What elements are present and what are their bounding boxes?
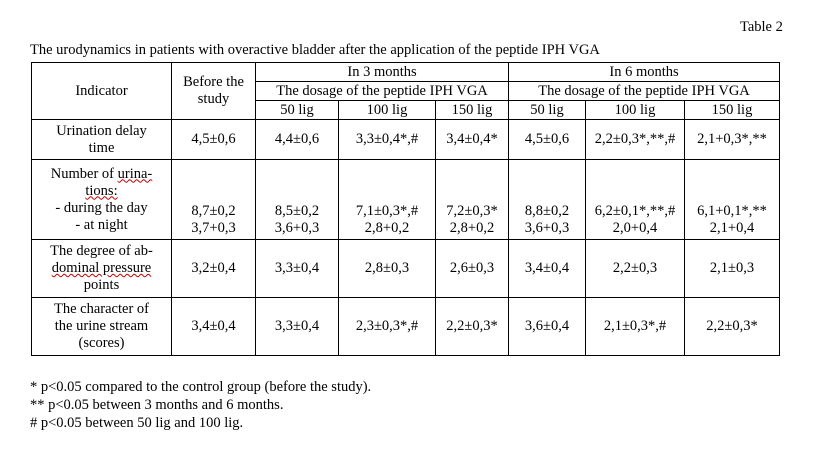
- cell-6m-150: 2,2±0,3*: [685, 298, 780, 356]
- header-row-periods: [32, 63, 780, 82]
- cell-6m-50: 3,4±0,4: [509, 240, 586, 298]
- cell-3m-100: 2,8±0,3: [339, 240, 436, 298]
- row-label-number-of-urinations: [32, 160, 172, 240]
- cell-before: 4,5±0,6: [172, 120, 256, 160]
- header-in-3-months: In 3 months: [256, 63, 509, 82]
- row-label-word: dominal pressure: [51, 260, 152, 276]
- table-row-number-of-urinations: [32, 160, 780, 240]
- row-label-line: The character of: [54, 301, 149, 317]
- cell-3m-150: 3,4±0,4*: [436, 120, 509, 160]
- cell-day-value: 8,7±0,2: [191, 203, 236, 219]
- cell-before: [172, 160, 256, 240]
- cell-day-value: 6,2±0,1*,**,#: [594, 203, 676, 219]
- cell-night-value: 3,6+0,3: [524, 220, 570, 236]
- header-dose-100-6m: 100 lig: [586, 101, 685, 120]
- cell-before: 3,2±0,4: [172, 240, 256, 298]
- cell-6m-100: 2,2±0,3*,**,#: [586, 120, 685, 160]
- row-label-word: urina-: [117, 165, 153, 182]
- cell-3m-100: [339, 160, 436, 240]
- row-label-line: the urine stream: [54, 318, 149, 334]
- cell-day-value: 8,8±0,2: [524, 203, 570, 219]
- table-caption: The urodynamics in patients with overactive bladder after the application of the peptide IPH VGA: [30, 42, 600, 58]
- row-label-line: Number of urina-: [50, 165, 153, 182]
- cell-3m-100: 3,3±0,4*,#: [339, 120, 436, 160]
- cell-6m-50: 4,5±0,6: [509, 120, 586, 160]
- header-dose-150-6m: 150 lig: [685, 101, 780, 120]
- cell-6m-100: 2,1±0,3*,#: [586, 298, 685, 356]
- header-indicator: Indicator: [32, 63, 172, 120]
- cell-night-value: 2,8+0,2: [449, 220, 495, 236]
- footnotes: [30, 378, 371, 432]
- row-label-line: The degree of ab-: [50, 243, 153, 259]
- cell-3m-150: 2,2±0,3*: [436, 298, 509, 356]
- row-label-line: (scores): [78, 335, 125, 351]
- header-dosage-3-months: The dosage of the peptide IPH VGA: [256, 82, 509, 101]
- cell-day-value: 7,1±0,3*,#: [355, 203, 419, 219]
- row-label-urination-delay: [32, 120, 172, 160]
- header-before-line2: study: [197, 91, 230, 107]
- footnote-single-asterisk: * p<0.05 compared to the control group (before the study).: [30, 379, 372, 395]
- cell-3m-100: 2,3±0,3*,#: [339, 298, 436, 356]
- cell-day-value: 8,5±0,2: [274, 203, 320, 219]
- row-label-line: [34, 260, 169, 277]
- row-label-urine-stream: [32, 298, 172, 356]
- table-row-urine-stream: [32, 298, 780, 356]
- cell-night-value: 2,1+0,4: [709, 220, 755, 236]
- cell-3m-50: 4,4±0,6: [256, 120, 339, 160]
- cell-before: 3,4±0,4: [172, 298, 256, 356]
- row-label-line: points: [83, 277, 120, 293]
- header-dose-150-3m: 150 lig: [436, 101, 509, 120]
- cell-6m-150: 2,1+0,3*,**: [685, 120, 780, 160]
- cell-day-value: 7,2±0,3*: [446, 203, 498, 219]
- header-in-6-months: In 6 months: [509, 63, 780, 82]
- cell-3m-50: 3,3±0,4: [256, 298, 339, 356]
- cell-6m-50: [509, 160, 586, 240]
- row-label-abdominal-pressure: [32, 240, 172, 298]
- table-number-label: Table 2: [740, 19, 783, 35]
- cell-6m-100: [586, 160, 685, 240]
- header-dose-50-3m: 50 lig: [256, 101, 339, 120]
- header-dose-100-3m: 100 lig: [339, 101, 436, 120]
- cell-6m-150: [685, 160, 780, 240]
- header-dosage-6-months: The dosage of the peptide IPH VGA: [509, 82, 780, 101]
- cell-3m-150: [436, 160, 509, 240]
- header-dose-50-6m: 50 lig: [509, 101, 586, 120]
- row-label-line: Urination delay: [56, 122, 147, 139]
- footnote-double-asterisk: ** p<0.05 between 3 months and 6 months.: [30, 397, 284, 413]
- row-label-line: - during the day: [55, 199, 148, 216]
- cell-3m-50: [256, 160, 339, 240]
- table-row-urination-delay: [32, 120, 780, 160]
- cell-6m-50: 3,6±0,4: [509, 298, 586, 356]
- row-label-line: - at night: [75, 216, 128, 233]
- footnote-hash: # p<0.05 between 50 lig and 100 lig.: [30, 415, 244, 431]
- cell-night-value: 3,6+0,3: [274, 220, 320, 236]
- cell-6m-150: 2,1±0,3: [685, 240, 780, 298]
- cell-night-value: 3,7+0,3: [191, 220, 236, 236]
- cell-night-value: 2,8+0,2: [364, 220, 410, 236]
- cell-3m-50: 3,3±0,4: [256, 240, 339, 298]
- row-label-line: time: [88, 139, 115, 156]
- row-label-line: tions:: [85, 182, 118, 199]
- urodynamics-table: [31, 62, 780, 356]
- header-before-study: [172, 63, 256, 120]
- cell-night-value: 2,0+0,4: [612, 220, 658, 236]
- table-row-abdominal-pressure: [32, 240, 780, 298]
- cell-day-value: 6,1+0,1*,**: [697, 203, 767, 219]
- header-before-line1: Before the: [183, 74, 244, 90]
- cell-6m-100: 2,2±0,3: [586, 240, 685, 298]
- cell-3m-150: 2,6±0,3: [436, 240, 509, 298]
